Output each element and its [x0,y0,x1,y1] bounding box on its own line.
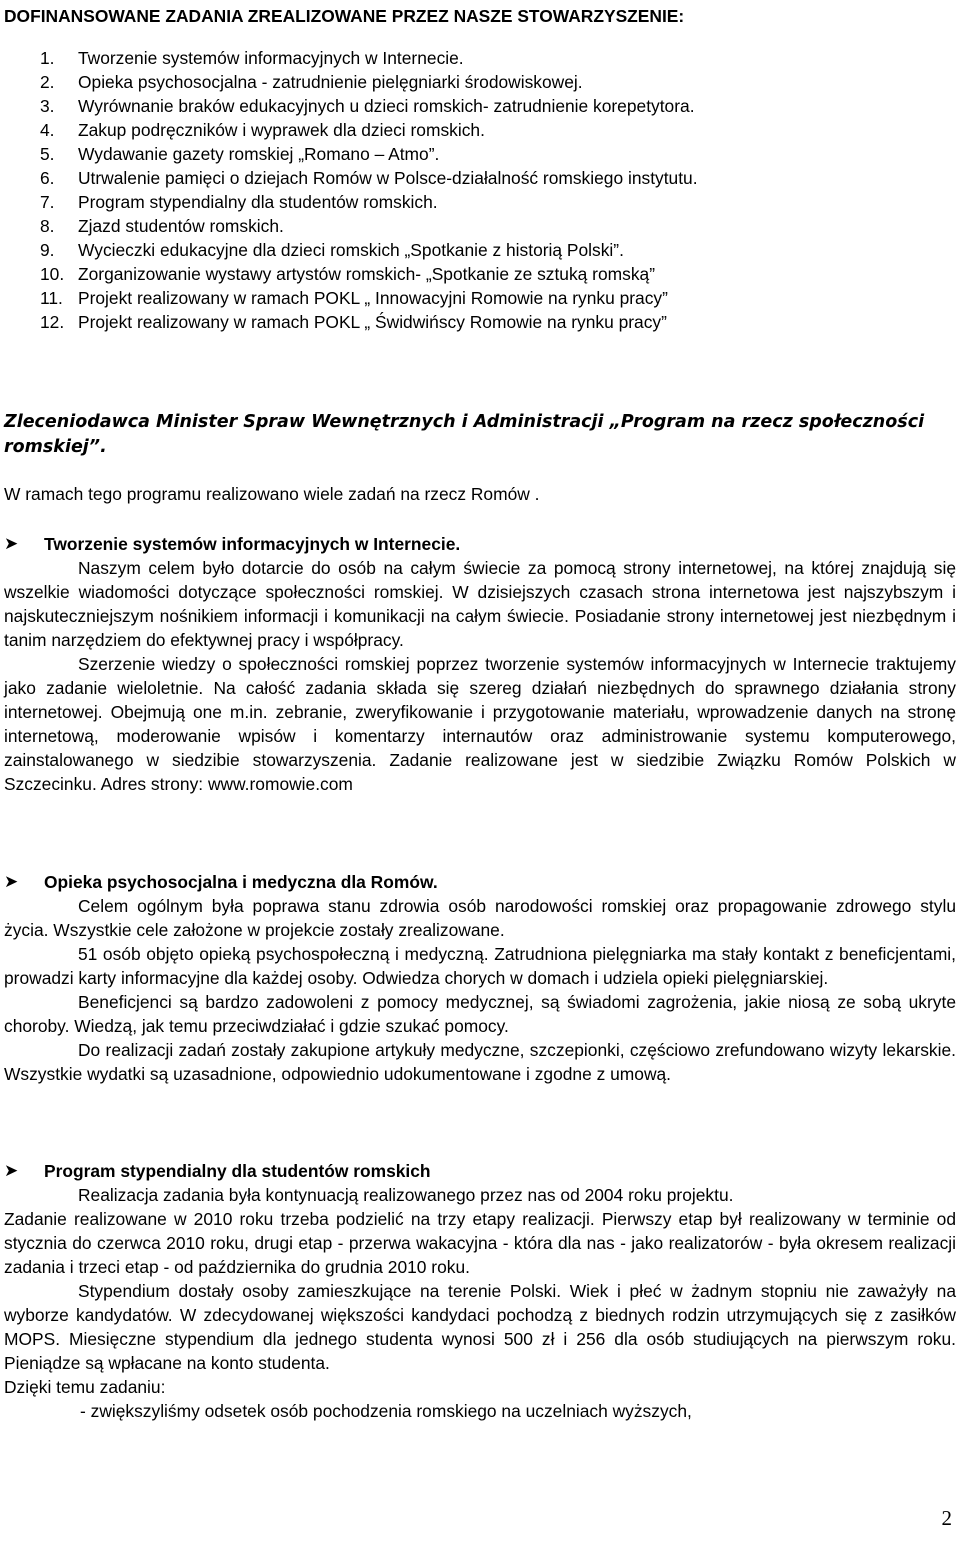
list-number: 7. [40,192,55,212]
section-title [4,532,956,556]
paragraph: 51 osób objęto opieką psychospołeczną i medyczną. Zatrudniona pielęgniarka ma stały kontakt z beneficjentami, prowadzi karty informacyjne dla każdej osoby. Odwiedza chorych w domach i udziela opieki pielęgniarskiej. [4,944,956,988]
list-item [40,70,955,94]
list-text: Wyrównanie braków edukacyjnych u dzieci romskich- zatrudnienie korepetytora. [78,96,695,116]
program-intro: W ramach tego programu realizowano wiele zadań na rzecz Romów . [4,484,540,504]
list-item [40,238,955,262]
list-text: Wycieczki edukacyjne dla dzieci romskich „Spotkanie z historią Polski”. [78,240,624,260]
list-item [40,262,955,286]
paragraph: Beneficjenci są bardzo zadowoleni z pomocy medycznej, są świadomi zagrożenia, jakie niosą ze sobą ukryte choroby. Wiedzą, jak temu przeciwdziałać i gdzie szukać pomocy. [4,992,956,1036]
paragraph: Dzięki temu zadaniu: [4,1377,166,1397]
list-number: 11. [40,288,63,308]
list-number: 10. [40,264,65,284]
list-text: Tworzenie systemów informacyjnych w Internecie. [78,48,464,68]
list-item [40,142,955,166]
list-item [40,214,955,238]
section-title-text: Program stypendialny dla studentów romskich [44,1161,431,1181]
list-item [40,46,955,70]
list-number: 12. [40,312,65,332]
paragraph: Do realizacji zadań zostały zakupione artykuły medyczne, szczepionki, częściowo zrefundowano wizyty lekarskie. Wszystkie wydatki są uzasadnione, odpowiednio udokumentowane i zgodne z umową. [4,1040,956,1084]
list-text: Zjazd studentów romskich. [78,216,284,236]
list-number: 2. [40,72,55,92]
task-list [40,46,955,334]
dash-list-item: - zwiększyliśmy odsetek osób pochodzenia romskiego na uczelniach wyższych, [80,1401,692,1421]
section-title [4,1159,956,1183]
list-item [40,310,955,334]
paragraph: Zadanie realizowane w 2010 roku trzeba podzielić na trzy etapy realizacji. Pierwszy etap był realizowany w terminie od stycznia do czerwca 2010 roku, drugi etap - przerwa wakacyjna - która dla nas - jako realizatorów - była okresem realizacji zadania i trzeci etap - od października do grudnia 2010 roku. [4,1209,956,1277]
section-psychosocial-care [4,870,956,1086]
list-text: Zakup podręczników i wyprawek dla dzieci romskich. [78,120,485,140]
list-number: 8. [40,216,55,236]
paragraph: Celem ogólnym była poprawa stanu zdrowia osób narodowości romskiej oraz propagowanie zdrowego stylu życia. Wszystkie cele założone w projekcie zostały zrealizowane. [4,896,956,940]
list-text: Projekt realizowany w ramach POKL „ Świdwińscy Romowie na rynku pracy” [78,312,667,332]
section-title-text: Opieka psychosocjalna i medyczna dla Romów. [44,872,438,892]
list-text: Zorganizowanie wystawy artystów romskich- „Spotkanie ze sztuką romską” [78,264,655,284]
paragraph: Stypendium dostały osoby zamieszkujące na terenie Polski. Wiek i płeć w żadnym stopniu nie zaważyły na wyborze kandydatów. W zdecydowanej większości kandydaci pochodzą z biednych rodzin utrzymujących się z zasiłków MOPS. Miesięczne stypendium dla jednego studenta wynosi 500 zł i 256 dla osób studiujących na pierwszym roku. Pieniądze są wpłacane na konto studenta. [4,1281,956,1373]
list-text: Wydawanie gazety romskiej „Romano – Atmo”. [78,144,440,164]
list-number: 1. [40,48,55,68]
list-text: Program stypendialny dla studentów romskich. [78,192,438,212]
paragraph: Realizacja zadania była kontynuacją realizowanego przez nas od 2004 roku projektu. [78,1185,734,1205]
dash-list-text: zwiększyliśmy odsetek osób pochodzenia romskiego na uczelniach wyższych, [90,1401,692,1421]
section-title-text: Tworzenie systemów informacyjnych w Internecie. [44,534,461,554]
commissioning-body: Zleceniodawca Minister Spraw Wewnętrznych i Administracji „Program na rzecz społeczności romskiej”. [4,412,925,457]
page-heading: DOFINANSOWANE ZADANIA ZREALIZOWANE PRZEZ NASZE STOWARZYSZENIE: [4,6,685,26]
section-title [4,870,956,894]
list-number: 6. [40,168,55,188]
paragraph: Szerzenie wiedzy o społeczności romskiej poprzez tworzenie systemów informacyjnych w Internecie traktujemy jako zadanie wieloletnie. Na całość zadania składa się szereg działań niezbędnych do sprawnego działania strony internetowej. Obejmują one m.in. zebranie, zweryfikowanie i przygotowanie materiału, wprowadzenie danych na stronę internetową, moderowanie wpisów i komentarzy internautów oraz administrowanie systemu komputerowego, zainstalowanego w siedzibie stowarzyszenia. Zadanie realizowane jest w siedzibie Związku Romów Polskich w Szczecinku. Adres strony: www.romowie.com [4,654,956,794]
list-number: 3. [40,96,55,116]
list-item [40,118,955,142]
list-item [40,190,955,214]
list-text: Opieka psychosocjalna - zatrudnienie pielęgniarki środowiskowej. [78,72,583,92]
list-text: Utrwalenie pamięci o dziejach Romów w Polsce-działalność romskiego instytutu. [78,168,698,188]
list-item [40,94,955,118]
list-text: Projekt realizowany w ramach POKL „ Innowacyjni Romowie na rynku pracy” [78,288,668,308]
section-scholarship-program [4,1159,956,1423]
list-number: 4. [40,120,55,140]
arrow-bullet-icon: ➤ [4,534,19,553]
page-number: 2 [941,1506,952,1530]
list-number: 5. [40,144,55,164]
paragraph: Naszym celem było dotarcie do osób na całym świecie za pomocą strony internetowej, na której znajdują się wszelkie wiadomości dotyczące społeczności romskiej. W dzisiejszych czasach strona internetowa jest najszybszym i najskuteczniejszym nośnikiem informacji i komunikacji na całym świecie. Posiadanie strony internetowej jest niezbędnym i tanim narzędziem do efektywnej pracy i współpracy. [4,558,956,650]
list-item [40,166,955,190]
arrow-bullet-icon: ➤ [4,872,19,891]
arrow-bullet-icon: ➤ [4,1161,19,1180]
section-information-systems [4,532,956,796]
list-number: 9. [40,240,55,260]
list-item [40,286,955,310]
